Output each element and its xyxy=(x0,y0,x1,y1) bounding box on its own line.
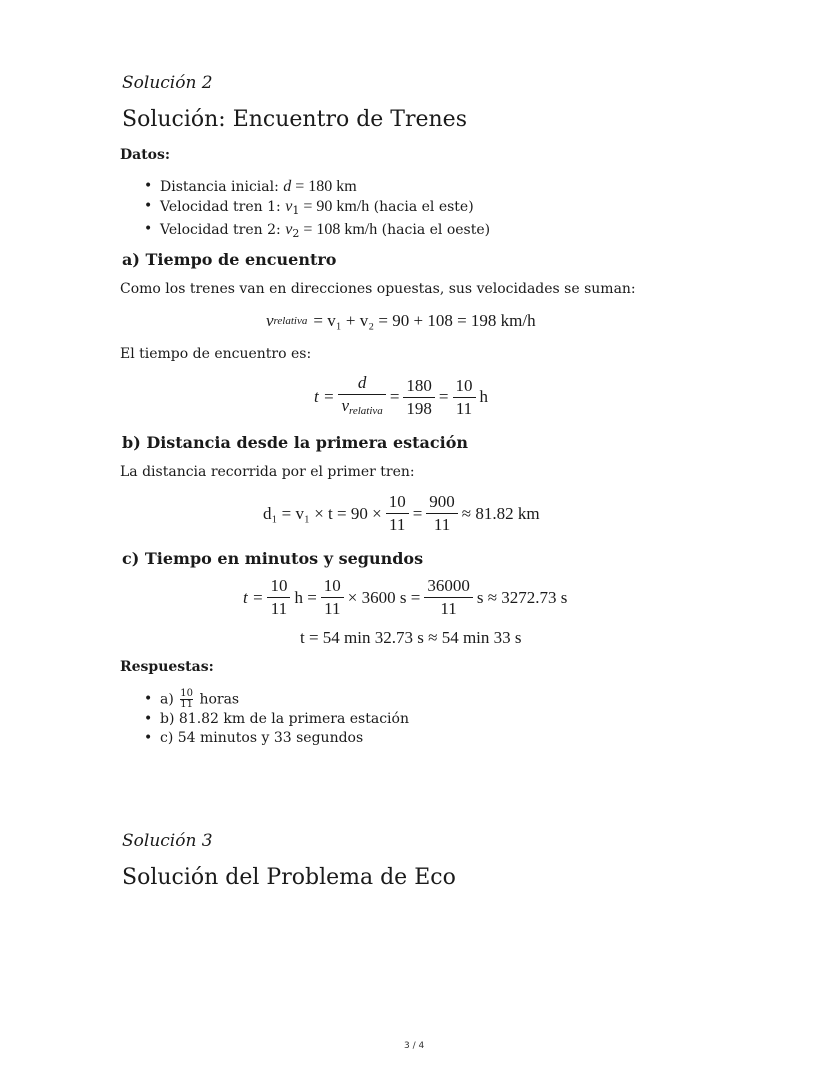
part-b-heading: b) Distancia desde la primera estación xyxy=(122,433,469,452)
fraction-10-over-11: $\frac{10}{11}$ xyxy=(453,377,476,418)
datos-item-velocity-1: • Velocidad tren 1: $v_1 = 90$ km/h (hacia el este) xyxy=(142,197,490,220)
equation-meeting-time: t = $\frac{d}{v_{relativa}}$ = $\frac{180}{198}$ = $\frac{10}{11}$ h xyxy=(314,374,488,420)
part-a-intro-2: El tiempo de encuentro es: xyxy=(120,346,312,362)
equation-time-seconds: t = $\frac{10}{11}$ h = $\frac{10}{11}$ × 3600 s = $\frac{36000}{11}$ s ≈ 3272.73 s xyxy=(243,576,568,618)
respuestas-heading: Respuestas: xyxy=(120,659,214,675)
solution-3-title: Solución del Problema de Eco xyxy=(122,865,456,890)
fraction-10-over-11-small: $\frac{10}{11}$ xyxy=(180,688,193,710)
part-a-intro: Como los trenes van en direcciones opuestas, sus velocidades se suman: xyxy=(120,281,636,297)
respuesta-c: • c) 54 minutos y 33 segundos xyxy=(142,729,409,748)
equation-distance: d₁ = v₁ × t = 90 × $\frac{10}{11}$ = $\frac{900}{11}$ ≈ 81.82 km xyxy=(263,492,540,534)
fraction-10-over-11-b: $\frac{10}{11}$ xyxy=(321,577,344,618)
part-a-heading: a) Tiempo de encuentro xyxy=(122,250,337,269)
fraction-d-over-vrel: $\frac{d}{v_{relativa}}$ xyxy=(338,374,385,420)
part-c-heading: c) Tiempo en minutos y segundos xyxy=(122,549,424,568)
fraction-180-over-198: $\frac{180}{198}$ xyxy=(403,377,435,418)
equation-time-minutes: t = 54 min 32.73 s ≈ 54 min 33 s xyxy=(300,628,522,647)
respuesta-a: • a) $\frac{10}{11}$ horas xyxy=(142,689,409,710)
datos-list xyxy=(142,177,490,243)
fraction-36000-over-11: $\frac{36000}{11}$ xyxy=(424,577,473,618)
solution-2-title: Solución: Encuentro de Trenes xyxy=(122,107,467,132)
datos-item-velocity-2: • Velocidad tren 2: $v_2 = 108$ km/h (hacia el oeste) xyxy=(142,220,490,243)
fraction-10-over-11: $\frac{10}{11}$ xyxy=(386,493,409,534)
page-number: 3 / 4 xyxy=(404,1041,425,1051)
fraction-900-over-11: $\frac{900}{11}$ xyxy=(426,493,458,534)
fraction-10-over-11: $\frac{10}{11}$ xyxy=(267,577,290,618)
equation-relative-velocity: v relativa = v₁ + v₂ = 90 + 108 = 198 km/h xyxy=(266,311,536,330)
respuesta-b: • b) 81.82 km de la primera estación xyxy=(142,710,409,729)
solution-3-label: Solución 3 xyxy=(122,831,213,851)
solution-2-label: Solución 2 xyxy=(122,73,213,93)
datos-item-distance: • Distancia inicial: d = 180 km xyxy=(142,177,490,197)
datos-heading: Datos: xyxy=(120,147,171,163)
part-b-intro: La distancia recorrida por el primer tren: xyxy=(120,464,415,480)
respuestas-list xyxy=(142,689,409,748)
